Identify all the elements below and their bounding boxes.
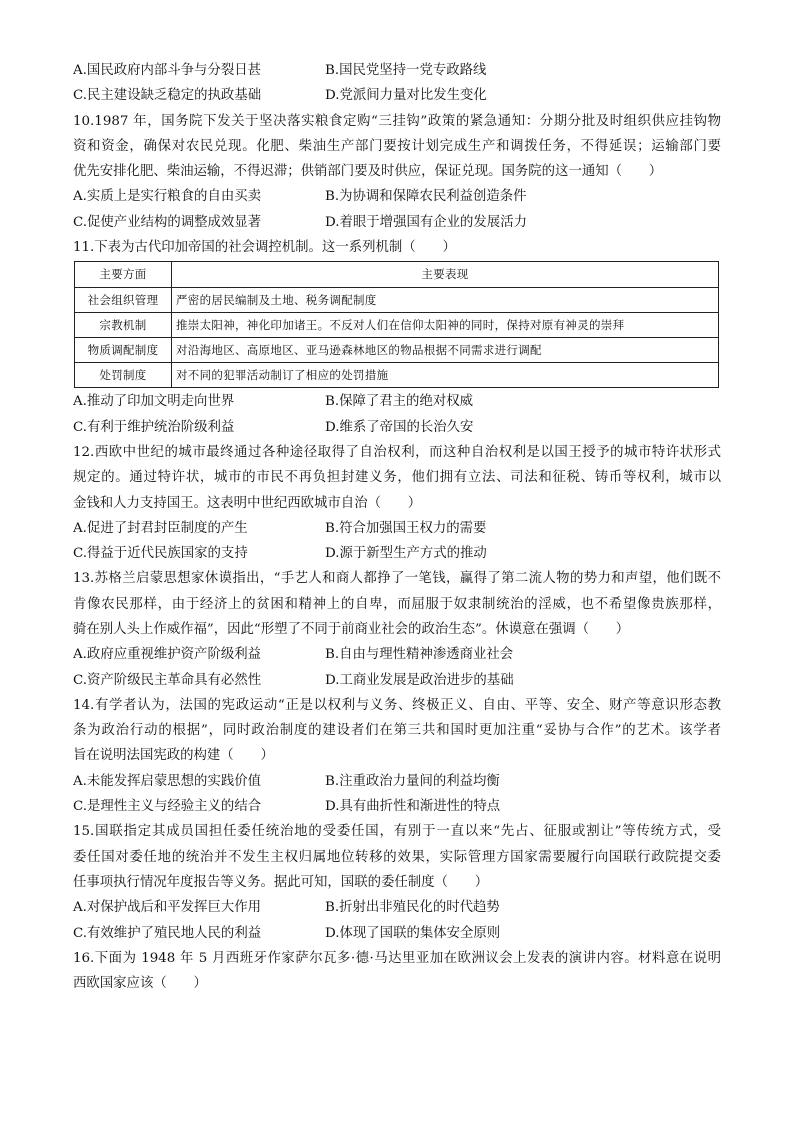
q16-stem-line-1: 16.下面为 1948 年 5 月西班牙作家萨尔瓦多·德·马达里亚加在欧洲议会上发表的演讲内容。材料意在说明: [73, 950, 721, 966]
q13-option-b[interactable]: B.自由与理性精神渗透商业社会: [325, 647, 514, 663]
q13-option-c[interactable]: C.资产阶级民主革命具有必然性: [73, 672, 262, 688]
q10-stem-line-1: 10.1987 年，国务院下发关于坚决落实粮食定购“三挂钩”政策的紧急通知：分期分批及时组织供应挂钩物: [73, 113, 721, 129]
q15-stem-line-1: 15.国联指定其成员国担任委任统治地的受委任国，有别于一直以来“先占、征服或割让”等传统方式，受: [73, 824, 721, 840]
q9-option-d[interactable]: D.党派间力量对比发生变化: [325, 88, 487, 104]
q10-options-row-2: [73, 210, 721, 235]
q12-stem-line-1: 12.西欧中世纪的城市最终通过各种途径取得了自治权利，而这种自治权利是以国王授予的城市特许状形式: [73, 444, 721, 460]
q12-stem-line-3: 金钱和人力支持国王。这表明中世纪西欧城市自治（ ）: [73, 495, 422, 511]
q11-options-row-2: [73, 415, 721, 440]
q12-stem-line-2: 规定的。通过特许状，城市的市民不再负担封建义务，他们拥有立法、司法和征税、铸币等权利，城市以: [73, 470, 721, 486]
table-row: [75, 363, 719, 388]
table-header-cell: 主要方面: [75, 262, 172, 287]
q15-stem-line-2: 委任国对委任地的统治并不发生主权归属地位转移的效果，实际管理方国家需要履行向国联行政院提交委: [73, 849, 721, 865]
q14-option-c[interactable]: C.是理性主义与经验主义的结合: [73, 799, 262, 815]
q14-options-row-2: [73, 794, 721, 819]
q13-stem-line-2: 肯像农民那样，由于经济上的贫困和精神上的自卑，而屈服于奴隶制统治的淫威，也不希望像贵族那样，: [73, 596, 721, 612]
q14-option-b[interactable]: B.注重政治力量间的利益均衡: [325, 773, 500, 789]
q15-options-row-2: [73, 921, 721, 946]
q15-option-a[interactable]: A.对保护战后和平发挥巨大作用: [73, 900, 262, 916]
q11-options-row-1: [73, 389, 721, 414]
q13-stem-line-1: 13.苏格兰启蒙思想家休谟指出，“手艺人和商人都挣了一笔钱，赢得了第二流人物的势力和声望，他们既不: [73, 571, 721, 587]
q12-option-c[interactable]: C.得益于近代民族国家的支持: [73, 546, 248, 562]
exam-page: [73, 58, 721, 996]
q9-options-row-2: [73, 83, 721, 108]
q10-option-c[interactable]: C.促使产业结构的调整成效显著: [73, 214, 262, 230]
q10-options-row-1: [73, 184, 721, 209]
q14-stem-line-2: 条为政治行动的根据”，同时政治制度的建设者们在第三共和国时更加注重“妥协与合作”的艺术。该学者: [73, 723, 721, 739]
q11-option-c[interactable]: C.有利于维护统治阶级利益: [73, 419, 235, 435]
table-cell-aspect: 社会组织管理: [75, 287, 172, 312]
table-row: [75, 312, 719, 337]
q12-option-a[interactable]: A.促进了封君封臣制度的产生: [73, 520, 248, 536]
q15-option-d[interactable]: D.体现了国联的集体安全原则: [325, 925, 501, 941]
table-cell-detail: 严密的居民编制及土地、税务调配制度: [172, 287, 719, 312]
table-cell-aspect: 物质调配制度: [75, 337, 172, 362]
q11-option-d[interactable]: D.维系了帝国的长治久安: [325, 419, 474, 435]
q15-option-b[interactable]: B.折射出非殖民化的时代趋势: [325, 900, 500, 916]
q12-option-d[interactable]: D.源于新型生产方式的推动: [325, 546, 487, 562]
q10-option-b[interactable]: B.为协调和保障农民利益创造条件: [325, 189, 527, 205]
table-row: [75, 337, 719, 362]
q13-option-a[interactable]: A.政府应重视维护资产阶级利益: [73, 647, 262, 663]
q9-option-a[interactable]: A.国民政府内部斗争与分裂日甚: [73, 63, 262, 78]
q14-stem-line-1: 14.有学者认为，法国的宪政运动“正是以权利与义务、终极正义、自由、平等、安全、财产等意识形态教: [73, 697, 721, 713]
q11-option-b[interactable]: B.保障了君主的绝对权威: [325, 394, 474, 410]
table-cell-detail: 推崇太阳神，神化印加诸王。不反对人们在信仰太阳神的同时，保持对原有神灵的崇拜: [172, 312, 719, 337]
q11-stem: 11.下表为古代印加帝国的社会调控机制。这一系列机制（ ）: [73, 240, 456, 256]
q14-options-row-1: [73, 769, 721, 794]
table-cell-aspect: 处罚制度: [75, 363, 172, 388]
q15-option-c[interactable]: C.有效维护了殖民地人民的利益: [73, 925, 262, 941]
q11-option-a[interactable]: A.推动了印加文明走向世界: [73, 394, 235, 410]
q12-options-row-2: [73, 541, 721, 566]
table-cell-detail: 对不同的犯罪活动制订了相应的处罚措施: [172, 363, 719, 388]
q16-stem-line-2: 西欧国家应该（ ）: [73, 976, 207, 992]
q10-option-a[interactable]: A.实质上是实行粮食的自由买卖: [73, 189, 262, 205]
q14-option-a[interactable]: A.未能发挥启蒙思想的实践价值: [73, 773, 262, 789]
q15-options-row-1: [73, 895, 721, 920]
q11-table: [74, 261, 719, 388]
table-row: [75, 287, 719, 312]
q13-options-row-2: [73, 668, 721, 693]
q12-option-b[interactable]: B.符合加强国王权力的需要: [325, 520, 487, 536]
q13-option-d[interactable]: D.工商业发展是政治进步的基础: [325, 672, 514, 688]
table-header-cell: 主要表现: [172, 262, 719, 287]
q9-option-c[interactable]: C.民主建设缺乏稳定的执政基础: [73, 88, 262, 104]
q13-options-row-1: [73, 642, 721, 667]
q10-stem-line-2: 资和资金，确保对农民兑现。化肥、柴油生产部门要按计划完成生产和调拨任务，不得延误；运输部门要: [73, 138, 721, 154]
q15-stem-line-3: 任事项执行情况年度报告等义务。据此可知，国联的委任制度（ ）: [73, 874, 489, 890]
table-cell-detail: 对沿海地区、高原地区、亚马逊森林地区的物品根据不同需求进行调配: [172, 337, 719, 362]
q12-options-row-1: [73, 516, 721, 541]
q10-option-d[interactable]: D.着眼于增强国有企业的发展活力: [325, 214, 527, 230]
q14-stem-line-3: 旨在说明法国宪政的构建（ ）: [73, 748, 274, 764]
q14-option-d[interactable]: D.具有曲折性和渐进性的特点: [325, 799, 501, 815]
q13-stem-line-3: 骑在别人头上作威作福”，因此“形塑了不同于前商业社会的政治生态”。休谟意在强调（ ）: [73, 621, 630, 637]
q10-stem-line-3: 优先安排化肥、柴油运输，不得迟滞；供销部门要及时供应，保证兑现。国务院的这一通知（ ）: [73, 164, 663, 180]
q9-options-row-1: [73, 58, 721, 83]
q9-option-b[interactable]: B.国民党坚持一党专政路线: [325, 63, 487, 78]
table-header-row: [75, 262, 719, 287]
table-cell-aspect: 宗教机制: [75, 312, 172, 337]
